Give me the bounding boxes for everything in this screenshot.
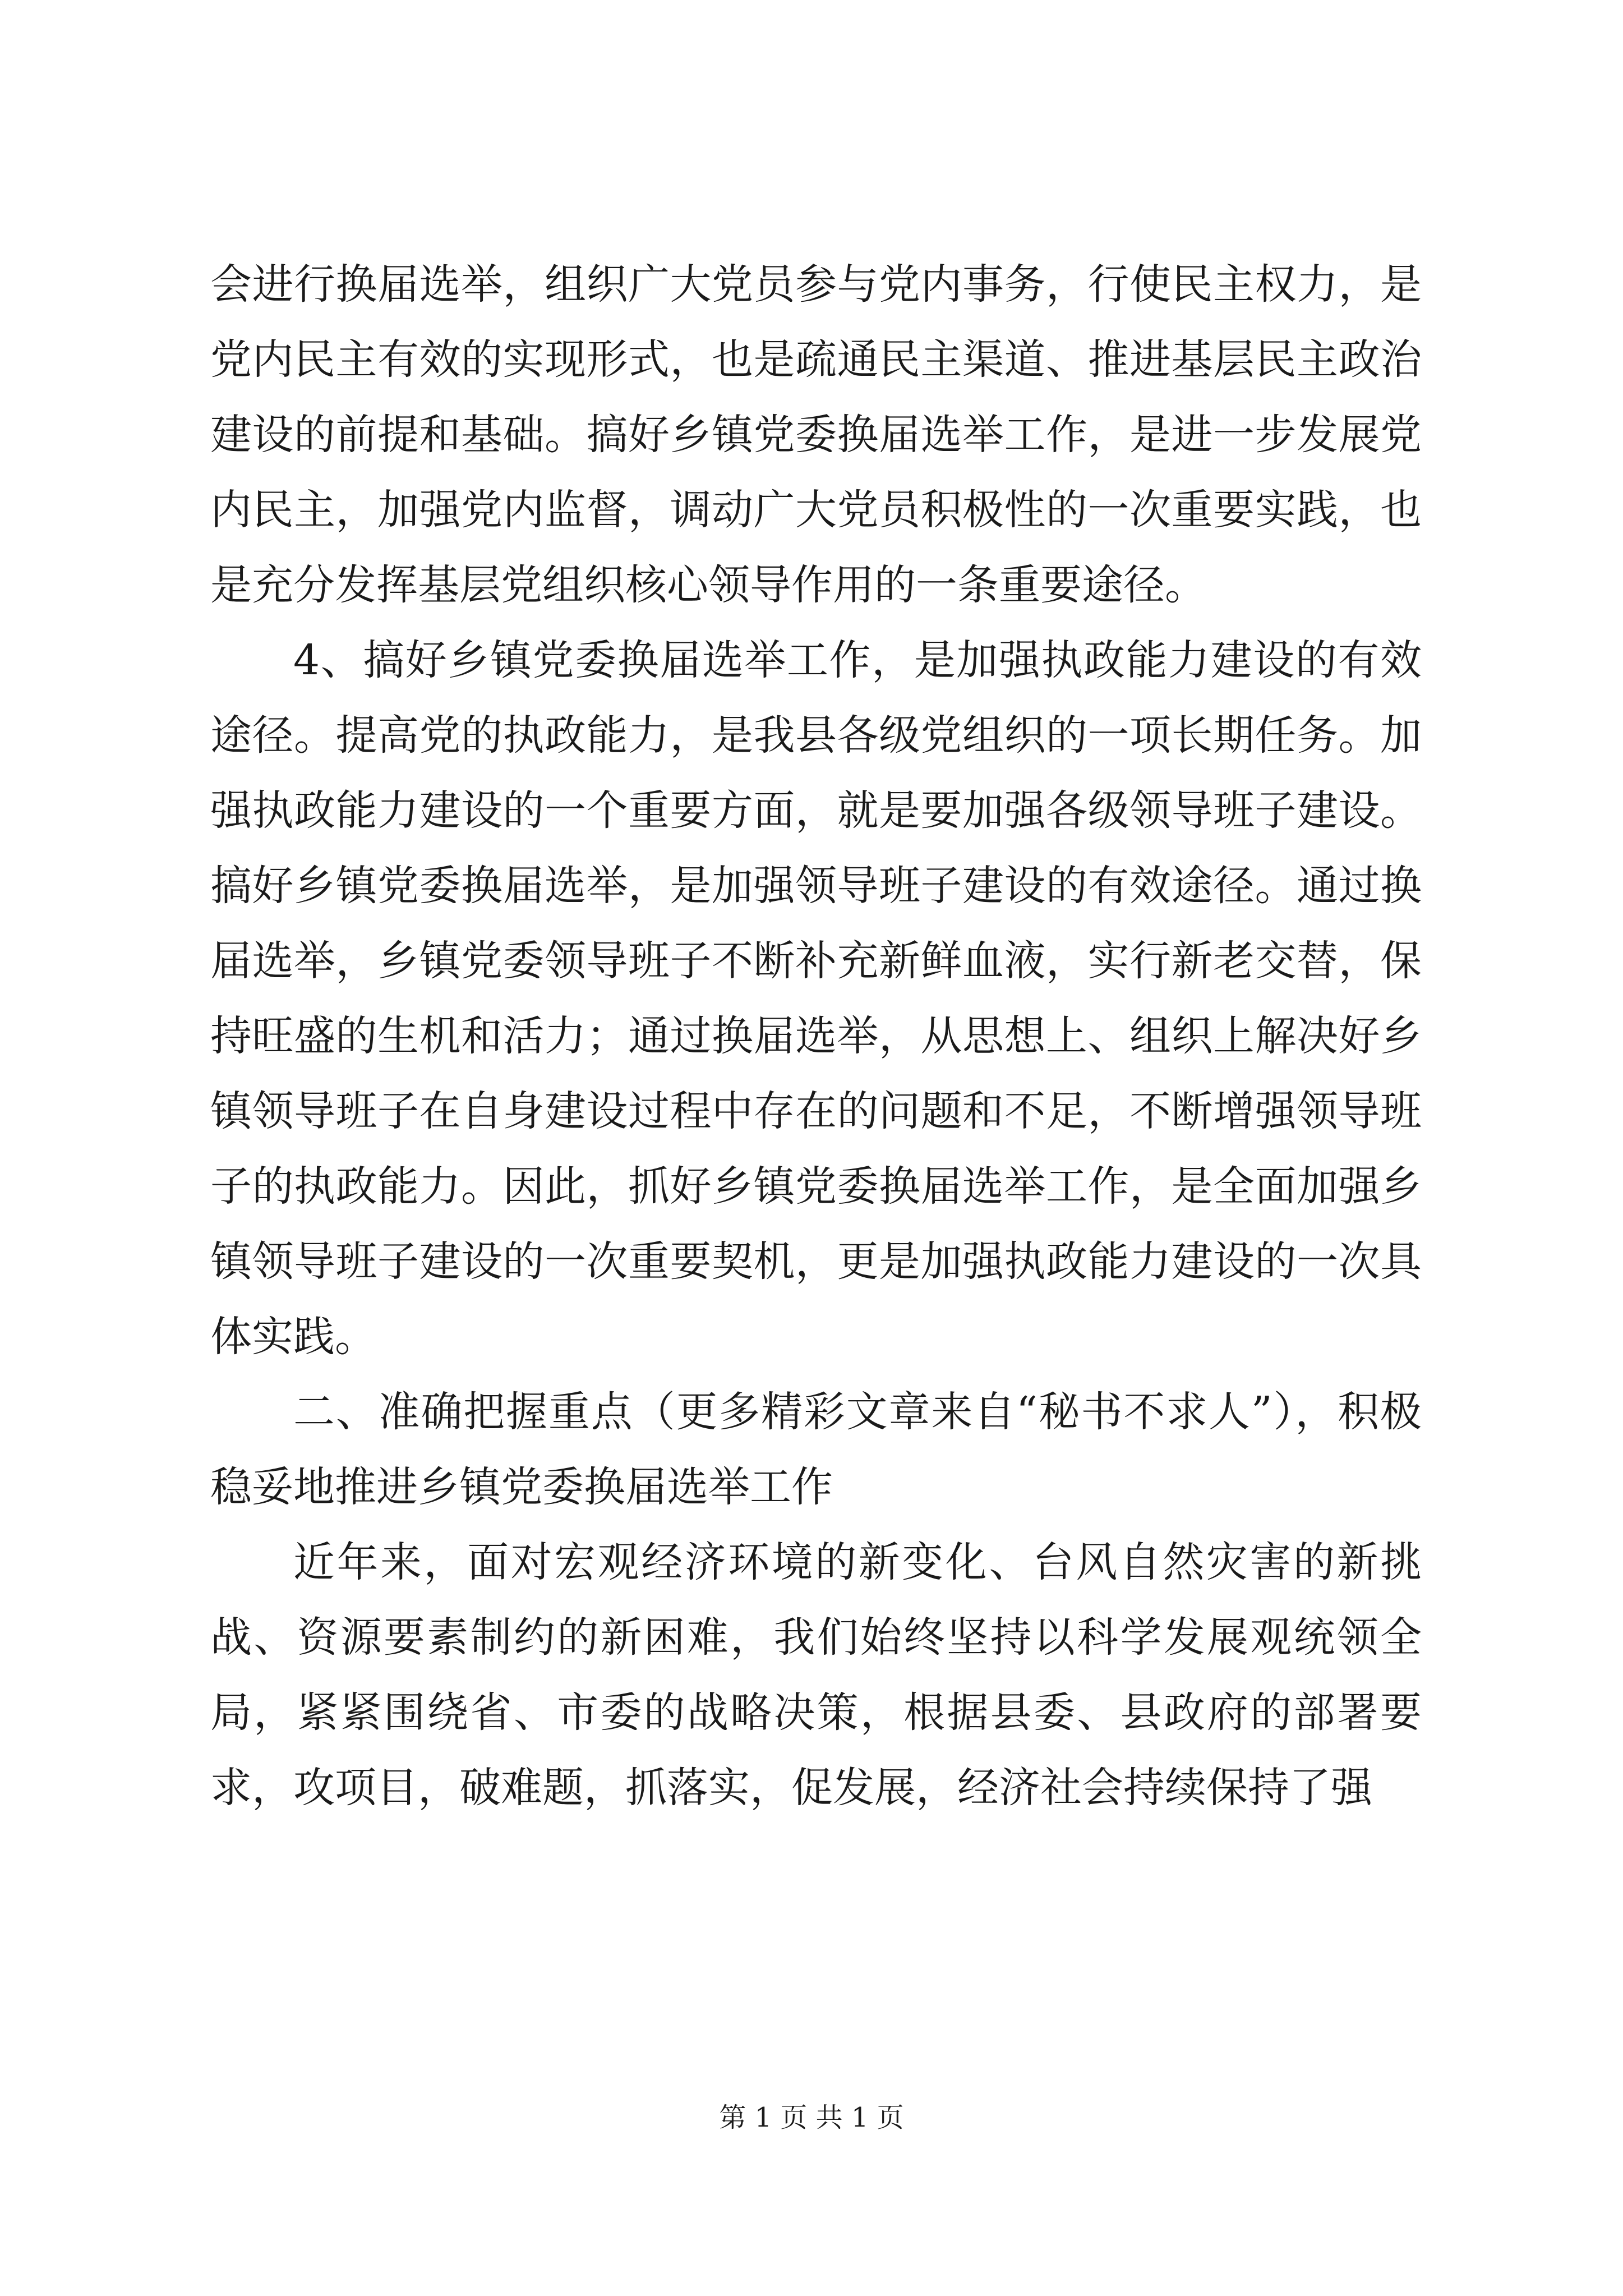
document-body	[210, 247, 1422, 1825]
page-number-footer: 第 1 页 共 1 页	[719, 2102, 904, 2133]
section-heading-2: 二、准确把握重点（更多精彩文章来自“秘书不求人”），积极稳妥地推进乡镇党委换届选举工作	[210, 1388, 1422, 1511]
paragraph-recent-years: 近年来，面对宏观经济环境的新变化、台风自然灾害的新挑战、资源要素制约的新困难，我们始终坚持以科学发展观统领全局，紧紧围绕省、市委的战略决策，根据县委、县政府的部署要求，攻项目，破难题，抓落实，促发展，经济社会持续保持了强	[210, 1538, 1422, 1812]
paragraph-continuation: 会进行换届选举，组织广大党员参与党内事务，行使民主权力，是党内民主有效的实现形式，也是疏通民主渠道、推进基层民主政治建设的前提和基础。搞好乡镇党委换届选举工作，是进一步发展党内民主，加强党内监督，调动广大党员积极性的一次重要实践，也是充分发挥基层党组织核心领导作用的一条重要途径。	[210, 260, 1422, 609]
paragraph-point-4: 4、搞好乡镇党委换届选举工作，是加强执政能力建设的有效途径。提高党的执政能力，是我县各级党组织的一项长期任务。加强执政能力建设的一个重要方面，就是要加强各级领导班子建设。搞好乡镇党委换届选举，是加强领导班子建设的有效途径。通过换届选举，乡镇党委领导班子不断补充新鲜血液，实行新老交替，保持旺盛的生机和活力；通过换届选举，从思想上、组织上解决好乡镇领导班子在自身建设过程中存在的问题和不足，不断增强领导班子的执政能力。因此，抓好乡镇党委换届选举工作，是全面加强乡镇领导班子建设的一次重要契机，更是加强执政能力建设的一次具体实践。	[210, 636, 1422, 1361]
